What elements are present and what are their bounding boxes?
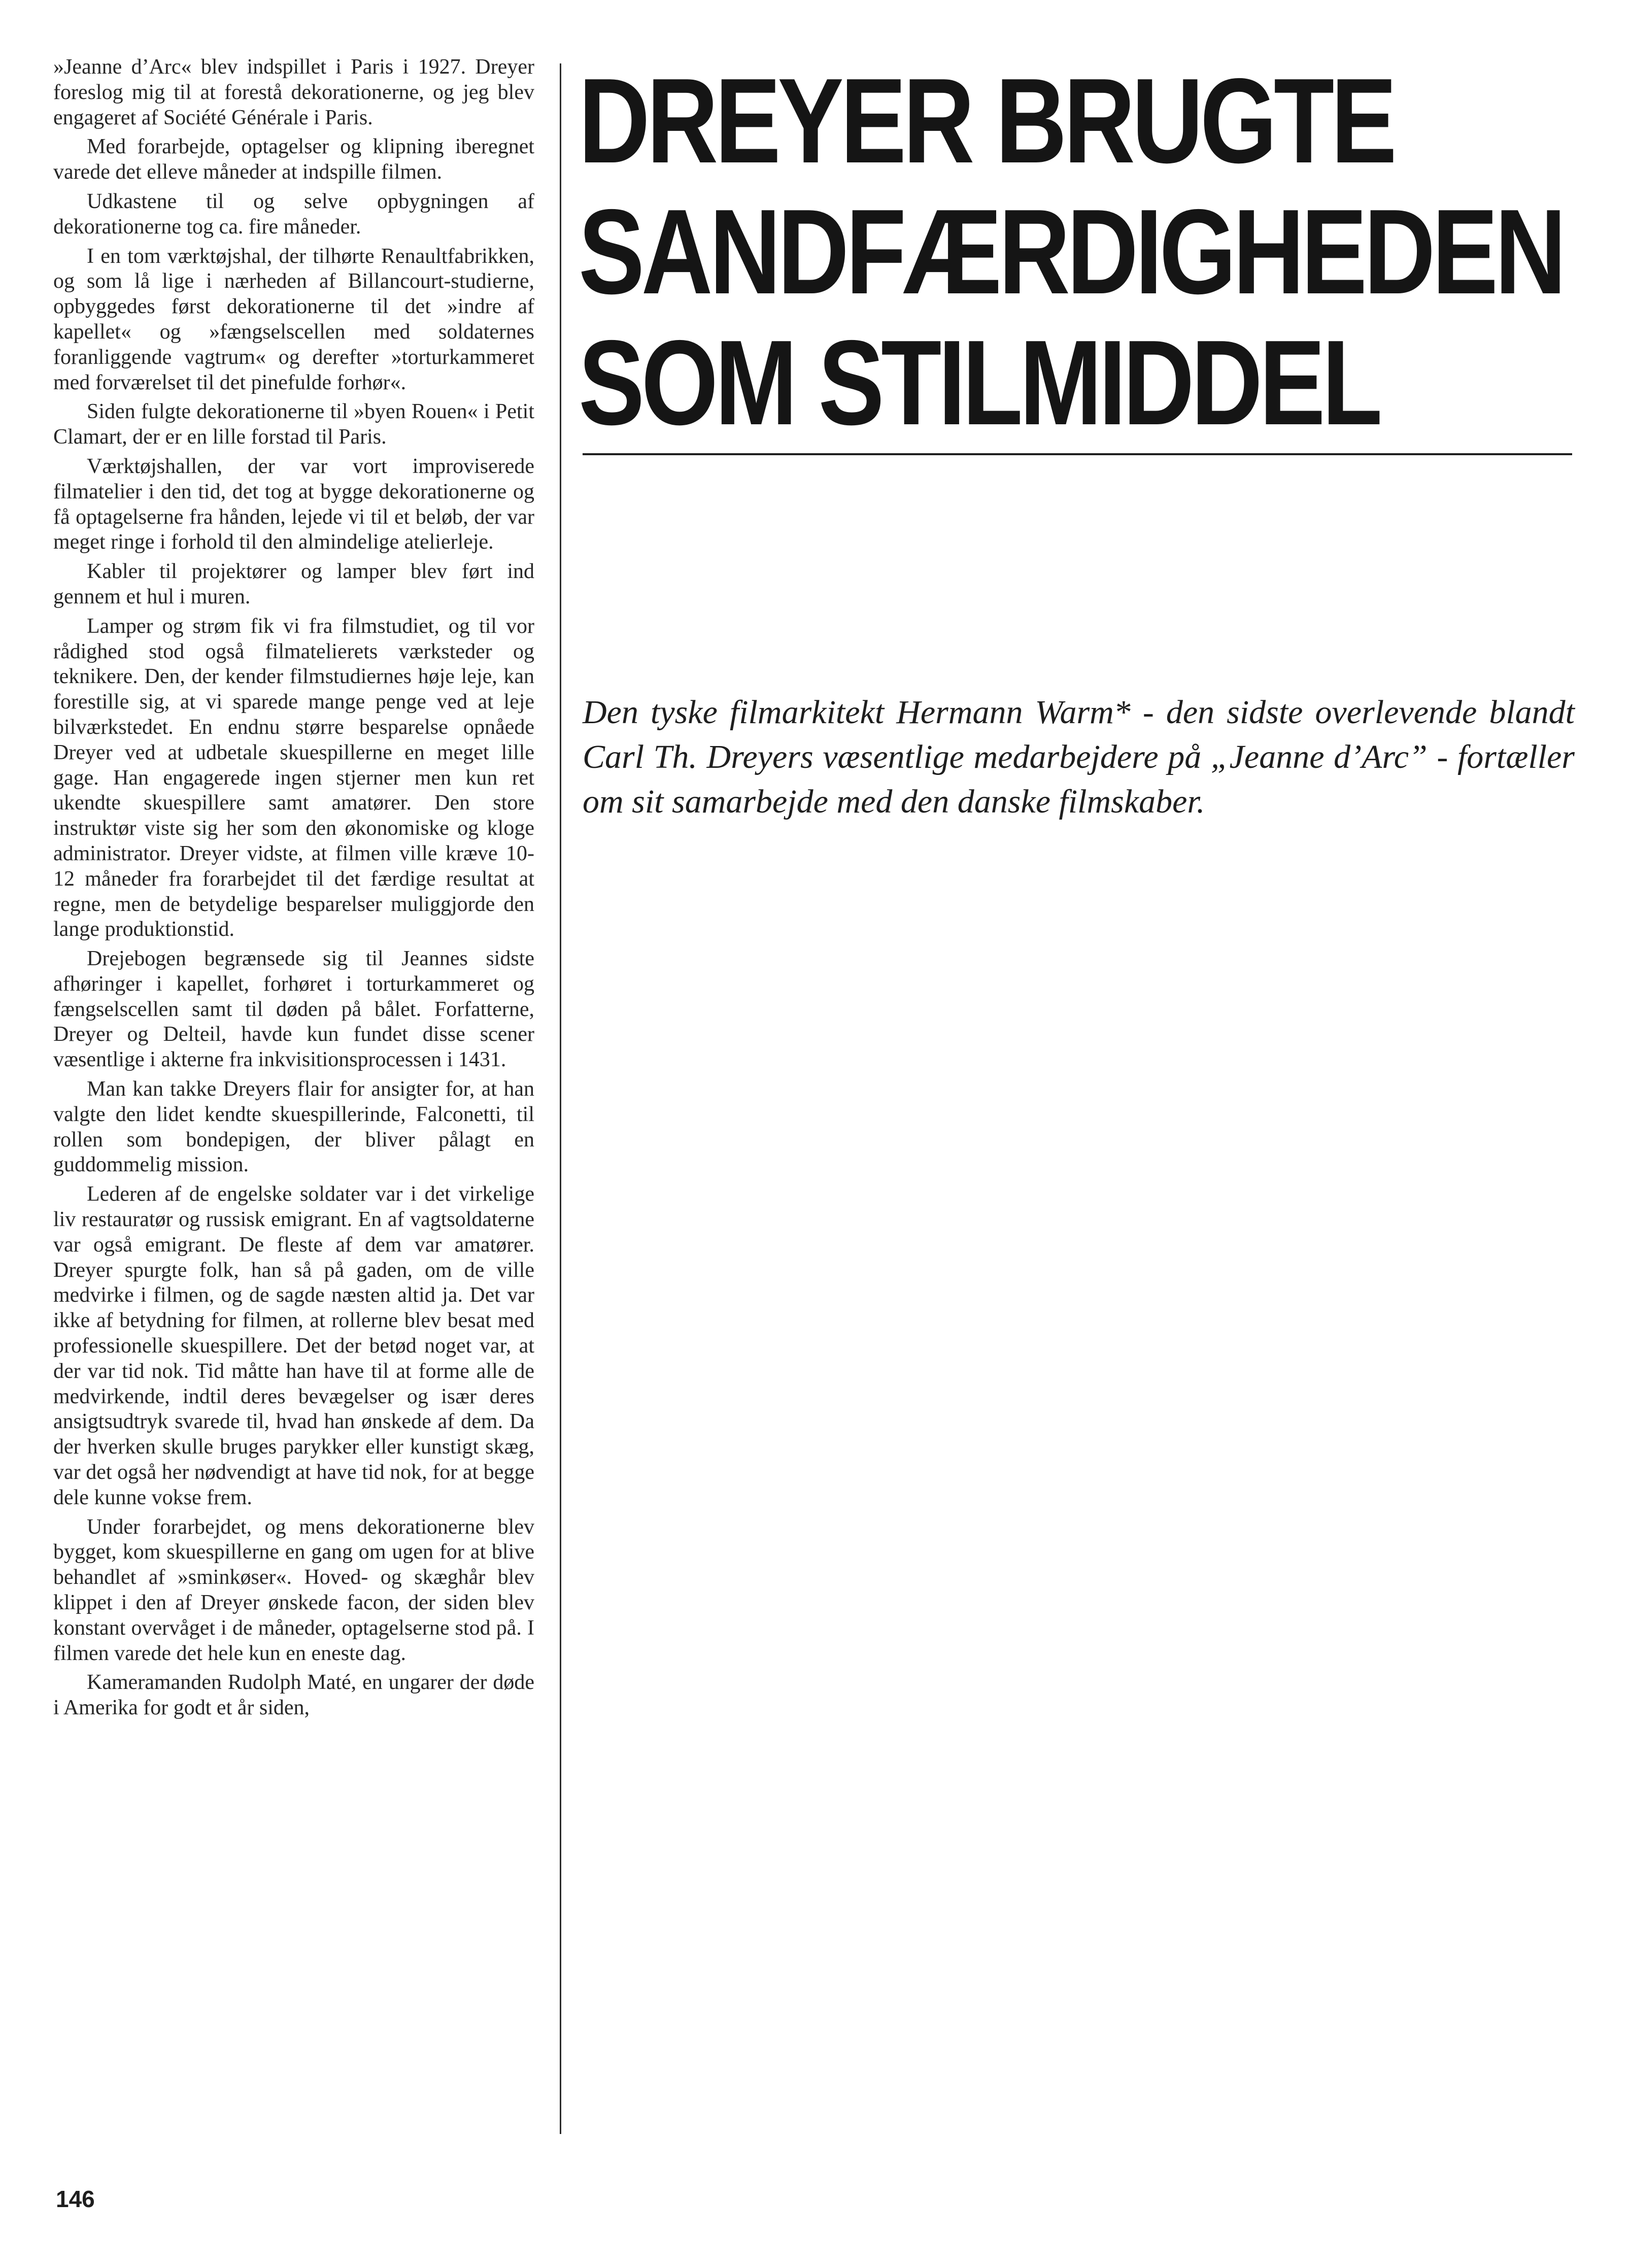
body-paragraph: Siden fulgte dekorationerne til »byen Rouen« i Petit Clamart, der er en lille forstad til Paris. — [53, 400, 534, 449]
column-divider — [560, 63, 561, 2134]
body-paragraph: »Jeanne d’Arc« blev indspillet i Paris i 1927. Dreyer foreslog mig til at forestå dekorationerne, og jeg blev engageret af Société Générale i Paris. — [53, 55, 534, 129]
body-paragraph: Man kan takke Dreyers flair for ansigter for, at han valgte den lidet kendte skuespillerinde, Falconetti, til rollen som bondepigen, der bliver pålagt en guddommelig mission. — [53, 1077, 534, 1177]
body-paragraph: I en tom værktøjshal, der tilhørte Renaultfabrikken, og som lå lige i nærheden af Billancourt-studierne, opbyggedes først dekorationerne til det »indre af kapellet« og »fængselscellen med soldaternes foranliggende vagtrum« og derefter »torturkammeret med forværelset til det pinefulde forhør«. — [53, 244, 534, 394]
body-paragraph: Lederen af de engelske soldater var i det virkelige liv restauratør og russisk emigrant. En af vagtsoldaterne var også emigrant. De fleste af dem var amatører. Dreyer spurgte folk, han så på gaden, om de ville medvirke i filmen, og de sagde næsten altid ja. Det var ikke af betydning for filmen, at rollerne blev besat med professionelle skuespillere. Det der betød noget var, at der var tid nok. Tid måtte han have til at forme alle de medvirkende, indtil deres bevægelser og især deres ansigtsudtryk svarede til, hvad han ønskede af dem. Da der hverken skulle bruges parykker eller kunstigt skæg, var det også her nødvendigt at have tid nok, for at begge dele kunne vokse frem. — [53, 1182, 534, 1509]
headline-divider — [583, 453, 1572, 455]
body-paragraph: Drejebogen begrænsede sig til Jeannes sidste afhøringer i kapellet, forhøret i torturkammeret og fængselscellen samt til døden på bålet. Forfatterne, Dreyer og Delteil, havde kun fundet disse scener væsentlige i akterne fra inkvisitionsprocessen i 1431. — [53, 947, 534, 1072]
body-paragraph: Værktøjshallen, der var vort improviserede filmatelier i den tid, det tog at bygge dekorationerne og få optagelserne fra hånden, lejede vi til et beløb, der var meget ringe i forhold til den almindelige atelierleje. — [53, 454, 534, 554]
page-number: 146 — [56, 2186, 95, 2212]
article-intro: Den tyske filmarkitekt Hermann Warm* - den sidste overlevende blandt Carl Th. Dreyers væsentlige medarbejdere på „Jeanne d’Arc” - fortæller om sit samarbejde med den danske filmskaber. — [583, 694, 1575, 820]
article-headline — [579, 56, 1604, 449]
body-paragraph: Kabler til projektører og lamper blev ført ind gennem et hul i muren. — [53, 560, 534, 608]
body-paragraph: Med forarbejde, optagelser og klipning iberegnet varede det elleve måneder at indspille filmen. — [53, 135, 534, 184]
article-body — [53, 55, 534, 1725]
headline-line-2: SANDFÆRDIGHEDEN — [579, 185, 1564, 319]
headline-line-3: SOM STILMIDDEL — [579, 316, 1379, 450]
body-paragraph: Udkastene til og selve opbygningen af dekorationerne tog ca. fire måneder. — [53, 189, 534, 239]
body-paragraph: Kameramanden Rudolph Maté, en ungarer der døde i Amerika for godt et år siden, — [53, 1671, 534, 1720]
body-paragraph: Lamper og strøm fik vi fra filmstudiet, og til vor rådighed stod også filmatelierets værksteder og teknikere. Den, der kender filmstudiernes høje leje, kan forestille sig, at vi sparede mange penge ved at leje bilværkstedet. En endnu større besparelse opnåede Dreyer ved at udbetale skuespillerne en meget lille gage. Han engagerede ingen stjerner men kun ret ukendte skuespillere samt amatører. Den store instruktør viste sig her som den økonomiske og kloge administrator. Dreyer vidste, at filmen ville kræve 10-12 måneder fra forarbejdet til det færdige resultat at regne, men de betydelige besparelser muliggjorde den lange produktionstid. — [53, 614, 534, 941]
body-paragraph: Under forarbejdet, og mens dekorationerne blev bygget, kom skuespillerne en gang om ugen for at blive behandlet af »sminkøser«. Hoved- og skæghår blev klippet i den af Dreyer ønskede facon, der siden blev konstant overvåget i de måneder, optagelserne stod på. I filmen varede det hele kun en eneste dag. — [53, 1515, 534, 1665]
headline-line-1: DREYER BRUGTE — [579, 54, 1394, 188]
